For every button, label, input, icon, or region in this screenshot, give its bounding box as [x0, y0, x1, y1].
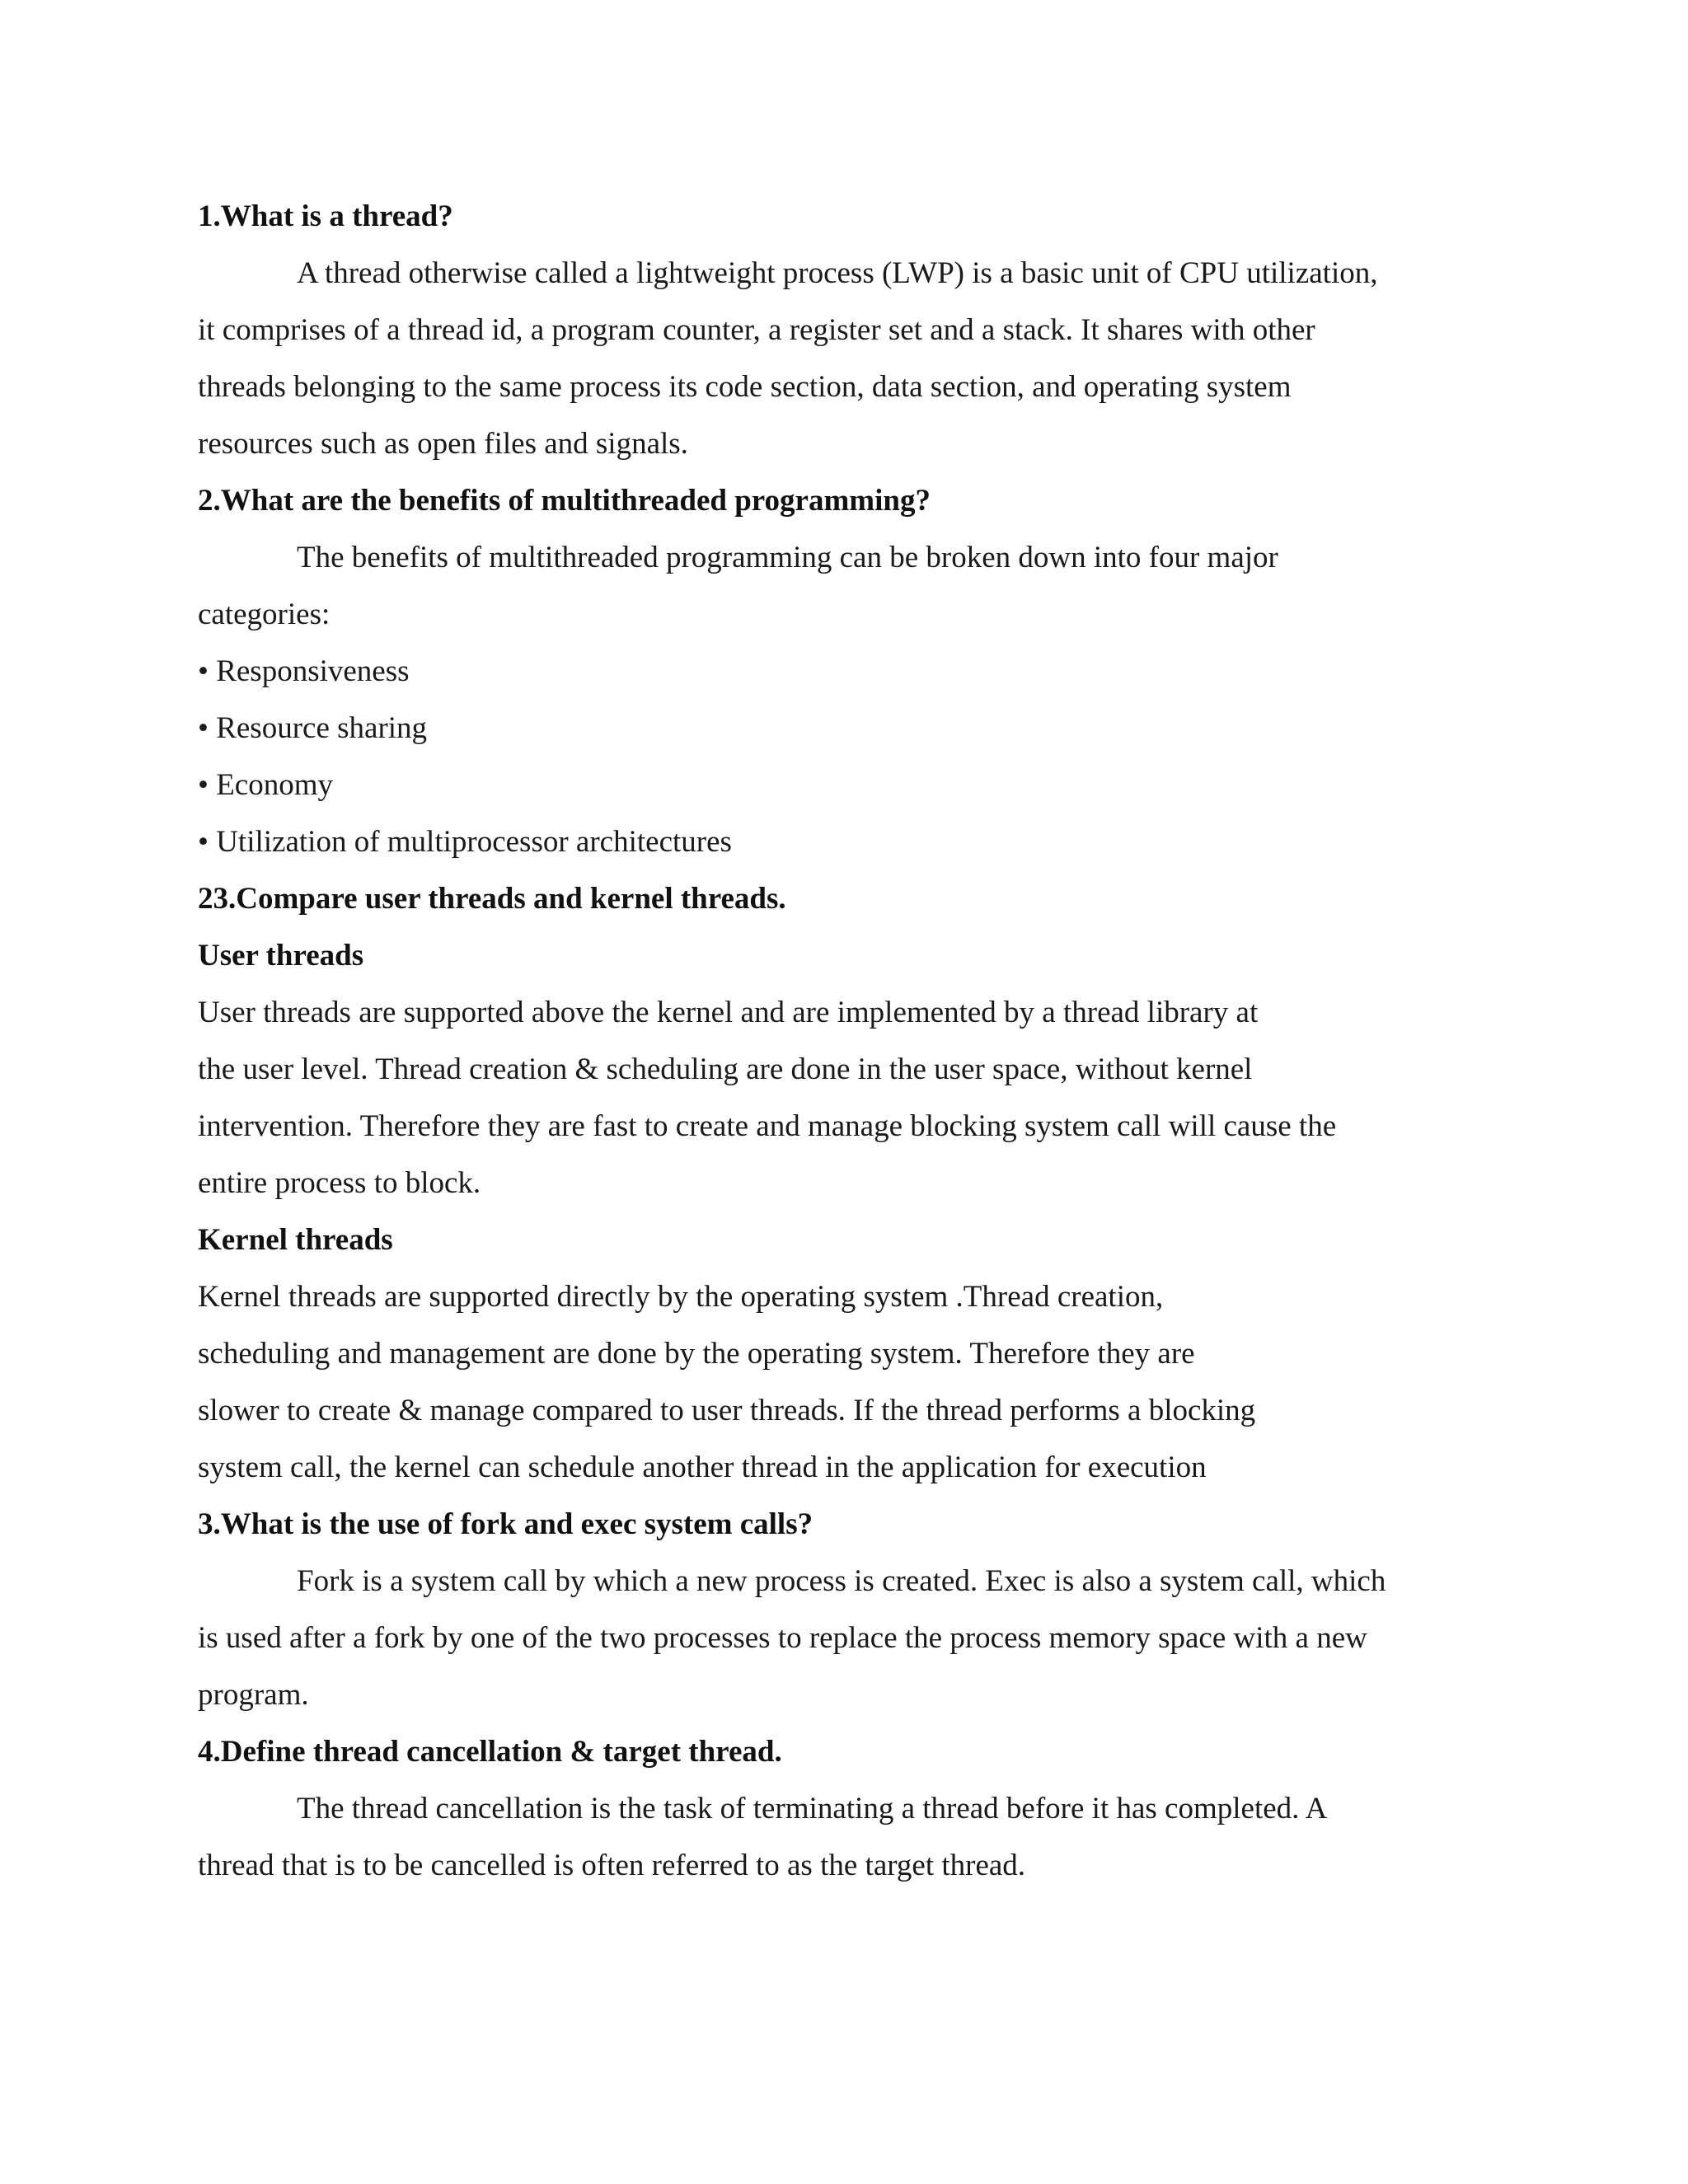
- document-body: [198, 188, 1500, 1894]
- user-threads-line-3: intervention. Therefore they are fast to create and manage blocking system call will cause the: [198, 1109, 1337, 1143]
- q2-bullet-resource-sharing: • Resource sharing: [198, 711, 428, 745]
- q4-paragraph-line-2: thread that is to be cancelled is often referred to as the target thread.: [198, 1849, 1026, 1882]
- q4-paragraph-line-1: The thread cancellation is the task of terminating a thread before it has completed. A: [297, 1792, 1328, 1825]
- kernel-threads-line-2: scheduling and management are done by the operating system. Therefore they are: [198, 1337, 1195, 1371]
- q3-paragraph-line-2: is used after a fork by one of the two processes to replace the process memory space with a new: [198, 1621, 1367, 1655]
- kernel-threads-subheading: Kernel threads: [198, 1223, 393, 1257]
- q4-heading: 4.Define thread cancellation & target thread.: [198, 1735, 782, 1769]
- q3-paragraph-line-3: program.: [198, 1678, 309, 1712]
- q1-paragraph-line-4: resources such as open files and signals.: [198, 427, 688, 461]
- q1-paragraph-line-1: A thread otherwise called a lightweight process (LWP) is a basic unit of CPU utilization,: [297, 256, 1378, 290]
- q2-bullet-economy: • Economy: [198, 768, 334, 802]
- q1-paragraph-line-3: threads belonging to the same process its code section, data section, and operating system: [198, 370, 1292, 404]
- kernel-threads-line-1: Kernel threads are supported directly by the operating system .Thread creation,: [198, 1280, 1164, 1314]
- user-threads-subheading: User threads: [198, 939, 364, 972]
- q2-bullet-responsiveness: • Responsiveness: [198, 654, 410, 688]
- kernel-threads-line-4: system call, the kernel can schedule another thread in the application for execution: [198, 1451, 1207, 1484]
- q3-paragraph-line-1: Fork is a system call by which a new process is created. Exec is also a system call, which: [297, 1564, 1386, 1598]
- q2-heading: 2.What are the benefits of multithreaded programming?: [198, 484, 931, 518]
- q2-bullet-utilization: • Utilization of multiprocessor architectures: [198, 825, 732, 859]
- user-threads-line-2: the user level. Thread creation & scheduling are done in the user space, without kernel: [198, 1052, 1253, 1086]
- q1-paragraph-line-2: it comprises of a thread id, a program counter, a register set and a stack. It shares with other: [198, 313, 1315, 347]
- user-threads-line-4: entire process to block.: [198, 1166, 481, 1200]
- q3-heading: 3.What is the use of fork and exec system calls?: [198, 1507, 814, 1541]
- q1-heading: 1.What is a thread?: [198, 199, 453, 233]
- q2-paragraph-line-1: The benefits of multithreaded programming can be broken down into four major: [297, 541, 1278, 574]
- q2-paragraph-line-2: categories:: [198, 598, 331, 631]
- user-threads-line-1: User threads are supported above the kernel and are implemented by a thread library at: [198, 996, 1259, 1029]
- kernel-threads-line-3: slower to create & manage compared to user threads. If the thread performs a blocking: [198, 1394, 1256, 1427]
- q23-heading: 23.Compare user threads and kernel threads.: [198, 882, 786, 916]
